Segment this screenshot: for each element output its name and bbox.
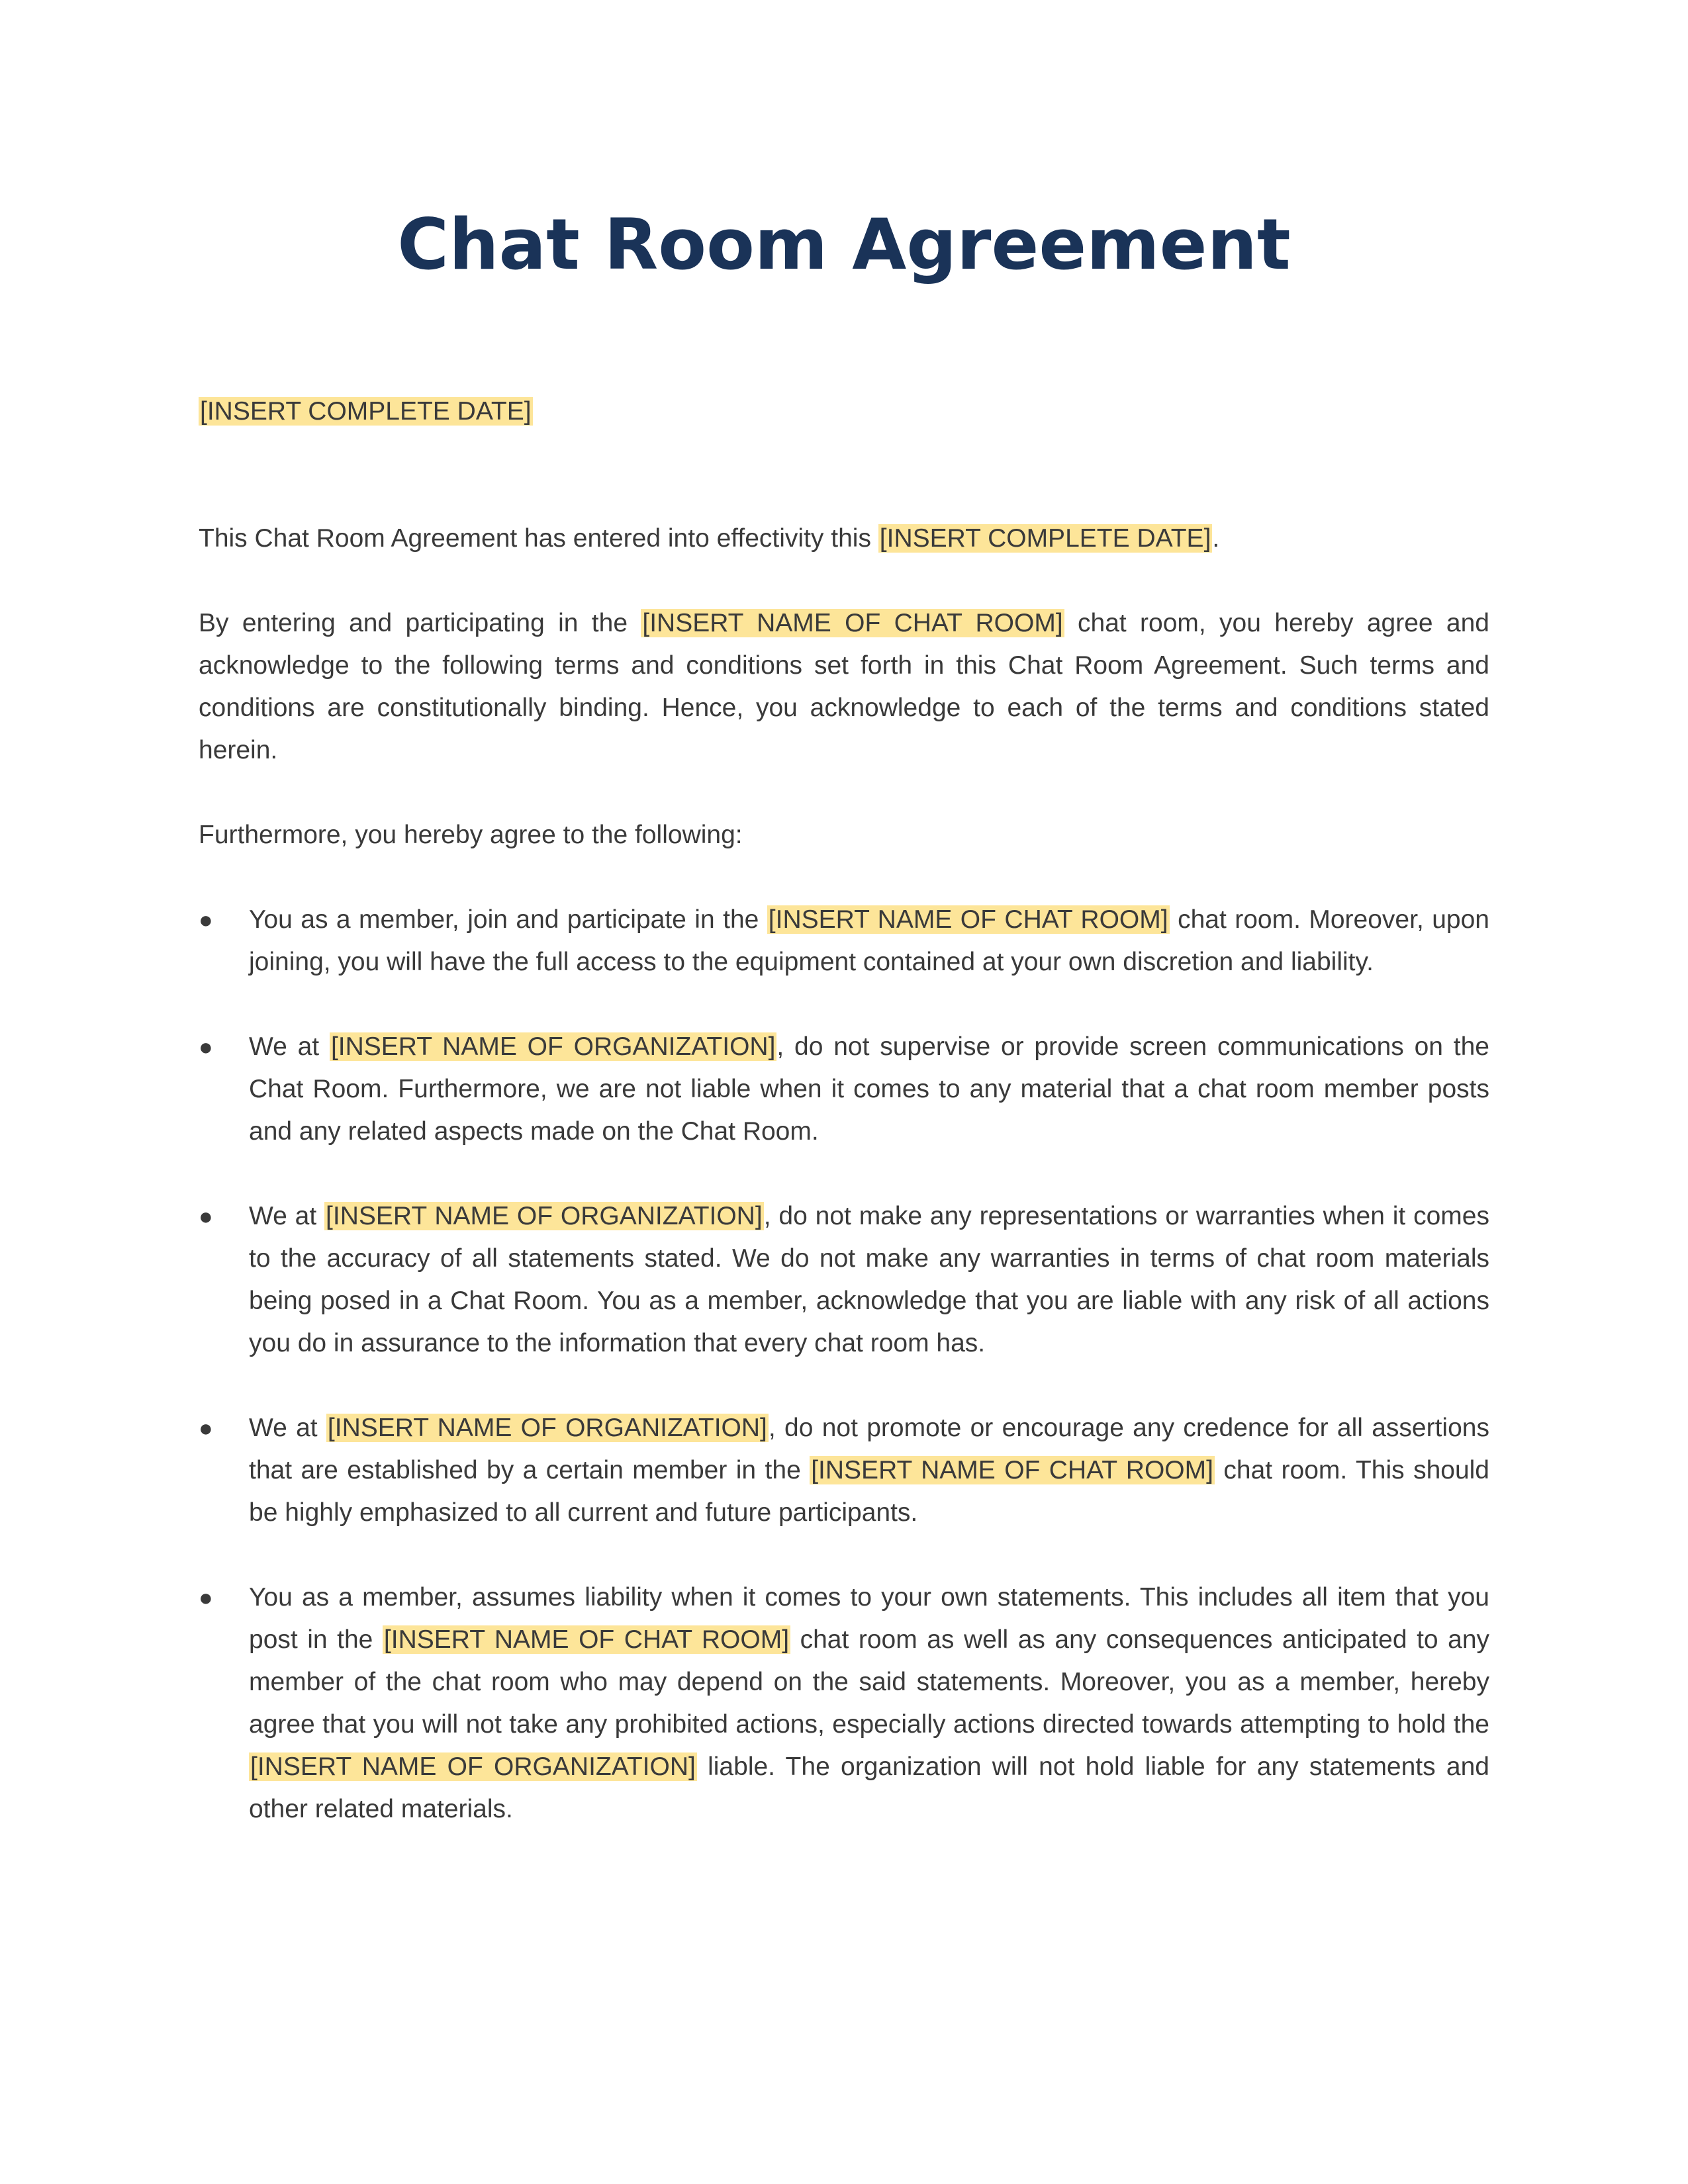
terms-list <box>199 899 1489 1831</box>
document-body <box>199 390 1489 1873</box>
term-text: You as a member, assumes liability when it comes to your own statements. This includes all item that you post in the <box>249 1583 1489 1654</box>
chat-room-name-placeholder: [INSERT NAME OF CHAT ROOM] <box>811 1456 1213 1484</box>
chat-room-name-placeholder: [INSERT NAME OF CHAT ROOM] <box>642 609 1063 637</box>
term-text: liable. The organization will not hold liable for any statements and other related materials. <box>249 1752 1489 1823</box>
term-text: chat room. Moreover, upon joining, you will have the full access to the equipment contained at your own discretion and liability. <box>249 905 1489 976</box>
intro-paragraph <box>199 518 1489 560</box>
intro-text-end: . <box>1212 524 1220 553</box>
term-text: , do not make any representations or warranties when it comes to the accuracy of all statements stated. We do not make any warranties in terms of chat room materials being posed in a Chat Room. You as a member, acknowledge that you are liable with any risk of all actions you do in assurance to the information that every chat room has. <box>249 1202 1489 1357</box>
term-text: We at <box>249 1414 326 1442</box>
bullet-icon: ● <box>199 906 213 933</box>
bullet-icon: ● <box>199 1203 213 1230</box>
organization-name-placeholder: [INSERT NAME OF ORGANIZATION] <box>326 1202 763 1230</box>
list-item <box>199 1195 1489 1365</box>
term-text: chat room as well as any consequences anticipated to any member of the chat room who may depend on the said statements. Moreover, you as a member, hereby agree that you will not take any prohibited actions, especially actions directed towards attempting to hold the <box>249 1625 1490 1739</box>
organization-name-placeholder: [INSERT NAME OF ORGANIZATION] <box>250 1752 696 1781</box>
term-text: , do not supervise or provide screen communications on the Chat Room. Furthermore, we are not liable when it comes to any material that a chat room member posts and any related aspects made on the Chat Room. <box>249 1032 1489 1146</box>
chat-room-name-placeholder: [INSERT NAME OF CHAT ROOM] <box>383 1625 790 1654</box>
date-placeholder: [INSERT COMPLETE DATE] <box>200 397 532 426</box>
term-text: , do not promote or encourage any credence for all assertions that are established by a certain member in the <box>249 1414 1489 1484</box>
date-line <box>199 390 1489 433</box>
term-text: We at <box>249 1202 325 1230</box>
document-title: Chat Room Agreement <box>397 204 1291 285</box>
term-text: You as a member, join and participate in the <box>249 905 767 934</box>
organization-name-placeholder: [INSERT NAME OF ORGANIZATION] <box>327 1414 767 1442</box>
bullet-icon: ● <box>199 1033 213 1060</box>
list-item <box>199 1407 1489 1534</box>
bullet-icon: ● <box>199 1414 213 1441</box>
organization-name-placeholder: [INSERT NAME OF ORGANIZATION] <box>330 1032 776 1061</box>
list-item <box>199 1026 1489 1153</box>
acknowledgement-text: By entering and participating in the <box>199 609 641 637</box>
list-item <box>199 1576 1489 1831</box>
chat-room-name-placeholder: [INSERT NAME OF CHAT ROOM] <box>768 905 1168 934</box>
acknowledgement-paragraph <box>199 602 1489 772</box>
intro-date-placeholder: [INSERT COMPLETE DATE] <box>879 524 1211 553</box>
furthermore-paragraph: Furthermore, you hereby agree to the following: <box>199 821 743 849</box>
intro-text: This Chat Room Agreement has entered into effectivity this <box>199 524 878 553</box>
list-item <box>199 899 1489 983</box>
term-text: We at <box>249 1032 330 1061</box>
acknowledgement-text-rest: chat room, you hereby agree and acknowledge to the following terms and conditions set forth in this Chat Room Agreement. Such terms and conditions are constitutionally binding. Hence, you acknowledge to each of the terms and conditions stated herein. <box>199 609 1489 764</box>
bullet-icon: ● <box>199 1584 213 1611</box>
term-text: chat room. This should be highly emphasized to all current and future participants. <box>249 1456 1490 1527</box>
